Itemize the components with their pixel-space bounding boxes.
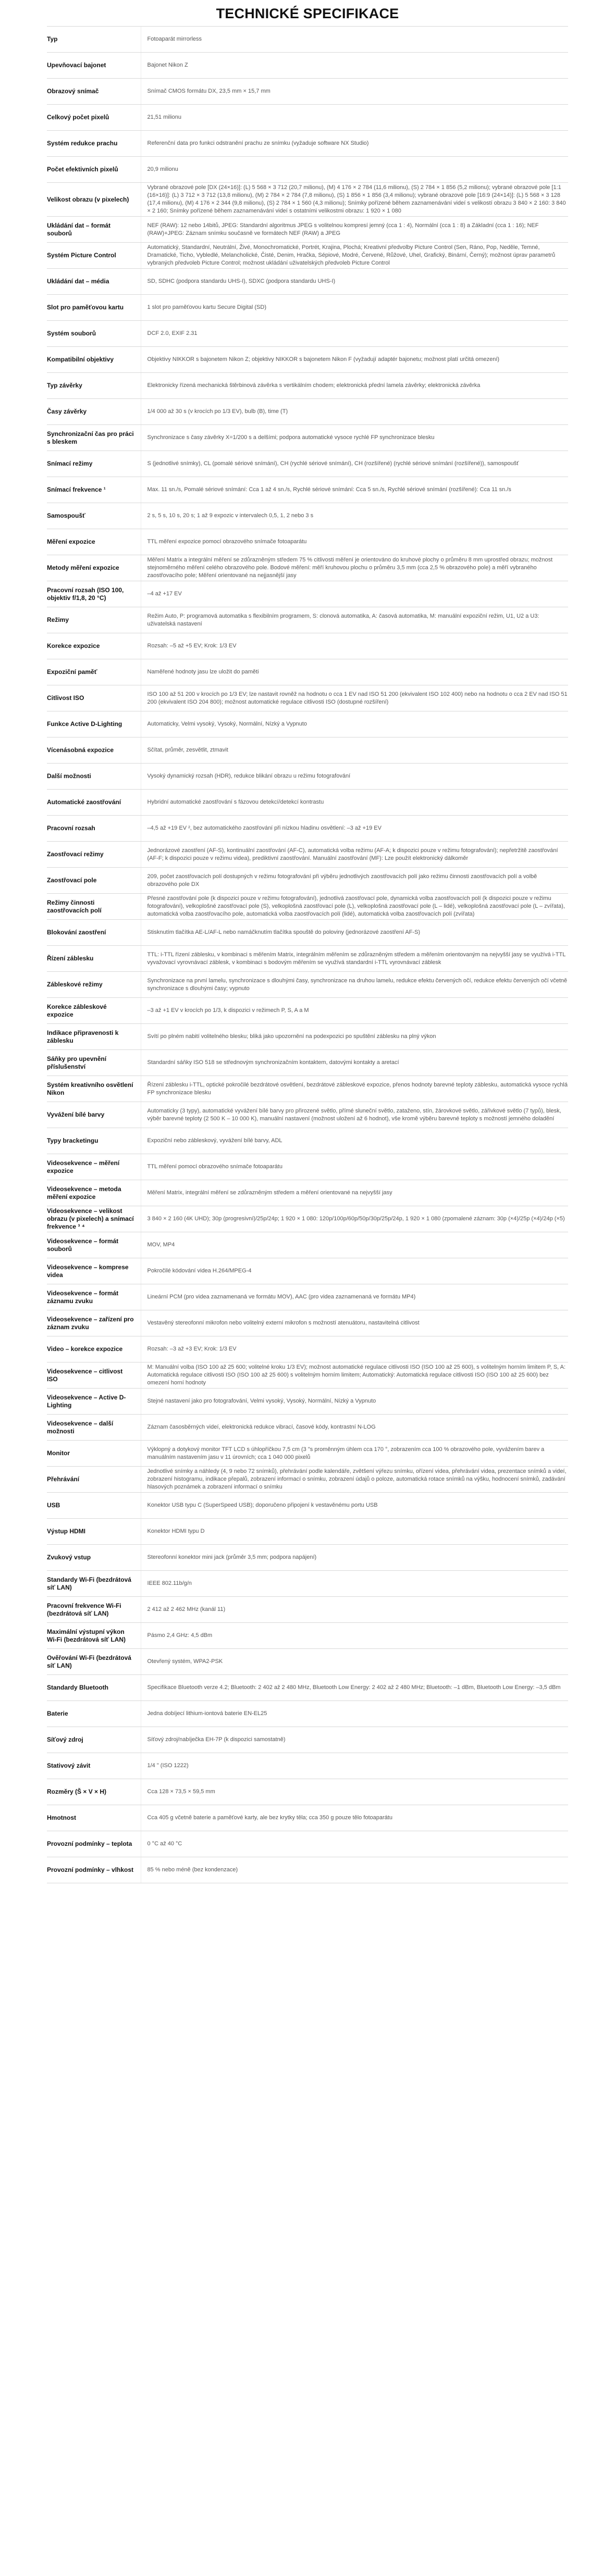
spec-row: [47, 1389, 568, 1415]
spec-value: Expoziční nebo zábleskový, vyvážení bílé barvy, ADL: [141, 1128, 568, 1154]
spec-value: DCF 2.0, EXIF 2.31: [141, 321, 568, 347]
spec-label: Snímací režimy: [47, 451, 141, 477]
spec-row: [47, 1545, 568, 1571]
spec-label: Systém souborů: [47, 321, 141, 347]
spec-value: Pásmo 2,4 GHz: 4,5 dBm: [141, 1623, 568, 1649]
spec-row: [47, 1831, 568, 1857]
spec-row: [47, 295, 568, 321]
spec-label: Velikost obrazu (v pixelech): [47, 183, 141, 217]
spec-label: Typ závěrky: [47, 373, 141, 399]
spec-value: Vybrané obrazové pole [DX (24×16)]: (L) 5 568 × 3 712 (20,7 milionu), (M) 4 176 × 2 784 (11,6 milionu), (S) 2 784 × 1 856 (5,2 milionu); vybrané obrazové pole [1:1 (16×16)]: (L) 3 712 × 3 712 (13,8 milionu), (M) 2 784 × 2 784 (7,8 milionu), (S) 1 856 × 1 856 (3,4 milionu); vybrané obrazové pole [16:9 (24×14)]: (L) 5 568 × 3 128 (17,4 milionu), (M) 4 176 × 2 344 (9,8 milionu), (S) 2 784 × 1 560 (4,3 milionu); Snímky pořízené během zaznamenávání videí s velikostí obrazu 3 840 × 2 160: 3 840 × 2 160; Snímky pořízené během zaznamenávání videí s ostatními velikostmi obrazu: 1 920 × 1 080: [141, 183, 568, 217]
spec-row: [47, 816, 568, 842]
spec-value: Hybridní automatické zaostřování s fázovou detekcí/detekcí kontrastu: [141, 790, 568, 816]
spec-label: Standardy Wi-Fi (bezdrátová síť LAN): [47, 1571, 141, 1597]
spec-row: [47, 1675, 568, 1701]
spec-row: [47, 131, 568, 157]
spec-row: [47, 868, 568, 894]
spec-label: Indikace připravenosti k záblesku: [47, 1024, 141, 1050]
spec-row: [47, 1050, 568, 1076]
spec-row: [47, 1284, 568, 1310]
spec-value: ISO 100 až 51 200 v krocích po 1/3 EV; lze nastavit rovněž na hodnotu o cca 1 EV nad ISO 51 200 (ekvivalent ISO 102 400) nebo na hodnotu o cca 2 EV nad ISO 51 200 (ekvivalent ISO 204 800); možnost automatické regulace citlivosti ISO (dostupné rozšíření): [141, 685, 568, 711]
spec-value: –4 až +17 EV: [141, 581, 568, 607]
spec-label: Režimy: [47, 607, 141, 633]
spec-value: MOV, MP4: [141, 1232, 568, 1258]
spec-value: Měření Matrix, integrální měření se zdůrazněným středem a měření orientované na nejvyšší jasy: [141, 1180, 568, 1206]
spec-value: –4,5 až +19 EV ², bez automatického zaostřování při nízkou hladinu osvětlení: –3 až +19 EV: [141, 816, 568, 842]
spec-label: Vícenásobná expozice: [47, 737, 141, 764]
spec-row: [47, 1154, 568, 1180]
spec-row: [47, 1571, 568, 1597]
spec-value: NEF (RAW): 12 nebo 14bitů, JPEG: Standardní algoritmus JPEG s volitelnou kompresí jemný (cca 1 : 4), Normální (cca 1 : 8) a Základní (cca 1 : 16); NEF (RAW)+JPEG: Záznam snímku současně ve formátech NEF (RAW) a JPEG: [141, 217, 568, 243]
spec-value: 85 % nebo méně (bez kondenzace): [141, 1857, 568, 1883]
spec-value: Pokročilé kódování videa H.264/MPEG-4: [141, 1258, 568, 1284]
spec-label: Videosekvence – komprese videa: [47, 1258, 141, 1284]
spec-value: Specifikace Bluetooth verze 4.2; Bluetooth: 2 402 až 2 480 MHz, Bluetooth Low Energy: 2 402 až 2 480 MHz; Bluetooth: –1 dBm, Bluetooth Low Energy: –3,5 dBm: [141, 1675, 568, 1701]
spec-value: 2 s, 5 s, 10 s, 20 s; 1 až 9 expozic v intervalech 0,5, 1, 2 nebo 3 s: [141, 503, 568, 529]
spec-label: Baterie: [47, 1701, 141, 1727]
spec-value: Výklopný a dotykový monitor TFT LCD s úhlopříčkou 7,5 cm (3 "s proměnným úhlem cca 170 °, zobrazením cca 100 % obrazového pole, vyvážením barev a manuálním nastavením jasu v 11 úrovních; cca 1 040 000 pixelů: [141, 1441, 568, 1467]
spec-label: USB: [47, 1493, 141, 1519]
spec-label: Obrazový snímač: [47, 79, 141, 105]
spec-row: [47, 1519, 568, 1545]
spec-row: [47, 27, 568, 53]
spec-row: [47, 1076, 568, 1102]
spec-label: Videosekvence – měření expozice: [47, 1154, 141, 1180]
spec-row: [47, 1701, 568, 1727]
spec-label: Rozměry (Š × V × H): [47, 1779, 141, 1805]
spec-row: [47, 1649, 568, 1675]
spec-label: Videosekvence – formát záznamu zvuku: [47, 1284, 141, 1310]
spec-row: [47, 105, 568, 131]
spec-row: [47, 972, 568, 998]
spec-label: Synchronizační čas pro práci s bleskem: [47, 425, 141, 451]
spec-label: Ukládání dat – formát souborů: [47, 217, 141, 243]
spec-row: [47, 711, 568, 737]
spec-value: Měření Matrix a integrální měření se zdůrazněným středem 75 % citlivosti měření je orientováno do kruhové plochy o průměru 8 mm uprostřed obrazu; možnost stejnoměrného měření celého obrazového pole. Bodové měření: měří kruhovou plochu o průměru 3,5 mm (cca 2,5 % obrazového pole) a měří vybraného zaostřovacího pole; Měření orientované na nejjasnější jasy: [141, 555, 568, 581]
spec-value: –3 až +1 EV v krocích po 1/3, k dispozici v režimech P, S, A a M: [141, 998, 568, 1024]
spec-row: [47, 373, 568, 399]
spec-label: Expoziční paměť: [47, 659, 141, 685]
spec-value: S (jednotlivé snímky), CL (pomalé sériové snímání), CH (rychlé sériové snímání), CH (rozšířené) (rychlé sériové snímání (rozšířené)), samospoušť: [141, 451, 568, 477]
spec-row: [47, 607, 568, 633]
spec-label: Videosekvence – citlivost ISO: [47, 1362, 141, 1389]
spec-row: [47, 946, 568, 972]
spec-value: Stisknutím tlačítka AE-L/AF-L nebo namáčknutím tlačítka spouště do poloviny (jednorázové zaostření AF-S): [141, 920, 568, 946]
spec-value: Synchronizace s časy závěrky X=1/200 s a delšími; podpora automatické vysoce rychlé FP synchronizace blesku: [141, 425, 568, 451]
spec-row: [47, 1467, 568, 1493]
spec-value: Stereofonní konektor mini jack (průměr 3,5 mm; podpora napájení): [141, 1545, 568, 1571]
spec-label: Přehrávání: [47, 1467, 141, 1493]
spec-label: Sáňky pro upevnění příslušenství: [47, 1050, 141, 1076]
spec-value: 3 840 × 2 160 (4K UHD); 30p (progresivní)/25p/24p; 1 920 × 1 080: 120p/100p/60p/50p/30p/25p/24p, 1 920 × 1 080 (zpomalené záznam: 30p (×4)/25p (×4)/24p (×5): [141, 1206, 568, 1232]
spec-value: 21,51 milionu: [141, 105, 568, 131]
spec-label: Video – korekce expozice: [47, 1336, 141, 1362]
spec-row: [47, 1362, 568, 1389]
spec-label: Další možnosti: [47, 764, 141, 790]
spec-row: [47, 79, 568, 105]
spec-label: Systém redukce prachu: [47, 131, 141, 157]
spec-value: Rozsah: –5 až +5 EV; Krok: 1/3 EV: [141, 633, 568, 659]
spec-value: 0 °C až 40 °C: [141, 1831, 568, 1857]
spec-label: Metody měření expozice: [47, 555, 141, 581]
spec-label: Standardy Bluetooth: [47, 1675, 141, 1701]
spec-label: Samospoušť: [47, 503, 141, 529]
spec-row: [47, 633, 568, 659]
spec-value: Referenční data pro funkci odstranění prachu ze snímku (vyžaduje software NX Studio): [141, 131, 568, 157]
spec-value: TTL měření expozice pomocí obrazového snímače fotoaparátu: [141, 529, 568, 555]
spec-label: Snímací frekvence ¹: [47, 477, 141, 503]
spec-row: [47, 1336, 568, 1362]
spec-row: [47, 243, 568, 269]
spec-label: Videosekvence – další možnosti: [47, 1415, 141, 1441]
spec-value: 1/4 000 až 30 s (v krocích po 1/3 EV), bulb (B), time (T): [141, 399, 568, 425]
spec-label: Videosekvence – formát souborů: [47, 1232, 141, 1258]
spec-row: [47, 1779, 568, 1805]
spec-row: [47, 1232, 568, 1258]
spec-value: Cca 128 × 73,5 × 59,5 mm: [141, 1779, 568, 1805]
spec-value: Sčítat, průměr, zesvětlit, ztmavit: [141, 737, 568, 764]
spec-value: Standardní sáňky ISO 518 se střednovým synchronizačním kontaktem, datovými kontakty a aretací: [141, 1050, 568, 1076]
spec-row: [47, 1493, 568, 1519]
spec-row: [47, 920, 568, 946]
spec-value: Jednorázové zaostření (AF-S), kontinuální zaostřování (AF-C), automatická volba režimu (AF-A; k dispozici pouze v režimu fotografování); nepřetržitě zaostřování (AF-F; k dispozici pouze v režimu videa), prediktivní zaostřování. Manuální zaostřování (MF): Lze použít elektronický dálkoměr: [141, 842, 568, 868]
spec-label: Videosekvence – Active D-Lighting: [47, 1389, 141, 1415]
spec-value: Vestavěný stereofonní mikrofon nebo volitelný externí mikrofon s možností atenuátoru, nastavitelná citlivost: [141, 1310, 568, 1336]
spec-value: Režim Auto, P: programová automatika s flexibilním programem, S: clonová automatika, A: časová automatika, M: manuální expoziční režim, U1, U2 a U3: uživatelská nastavení: [141, 607, 568, 633]
spec-label: Počet efektivních pixelů: [47, 157, 141, 183]
spec-value: Rozsah: –3 až +3 EV; Krok: 1/3 EV: [141, 1336, 568, 1362]
spec-value: IEEE 802.11b/g/n: [141, 1571, 568, 1597]
spec-row: [47, 581, 568, 607]
spec-label: Režimy činnosti zaostřovacích polí: [47, 894, 141, 920]
spec-row: [47, 529, 568, 555]
spec-row: [47, 1024, 568, 1050]
spec-row: [47, 53, 568, 79]
spec-row: [47, 347, 568, 373]
spec-value: Řízení záblesku i-TTL, optické pokročilé bezdrátové osvětlení, bezdrátové zábleskové expozice, přenos hodnoty barevné teploty záblesku, automatická vysoce rychlá FP synchronizace blesku: [141, 1076, 568, 1102]
spec-row: [47, 998, 568, 1024]
spec-label: Systém Picture Control: [47, 243, 141, 269]
spec-table: [47, 26, 568, 1883]
spec-value: Jednotlivé snímky a náhledy (4, 9 nebo 72 snímků), přehrávání podle kalendáře, zvětšení výřezu snímku, ořízení videa, přehrávání videa, prezentace snímků a videí, zobrazení histogramu, indikace přepalů, zobrazení informací o snímku, zobrazení údajů o poloze, automatická rotace snímků na výšku, hodnocení snímků, zadávání hlasových poznámek a zobrazení informací o snímku: [141, 1467, 568, 1493]
spec-label: Citlivost ISO: [47, 685, 141, 711]
spec-value: Konektor HDMI typu D: [141, 1519, 568, 1545]
spec-row: [47, 157, 568, 183]
spec-value: Objektivy NIKKOR s bajonetem Nikon Z; objektivy NIKKOR s bajonetem Nikon F (vyžadují adaptér bajonetu; možnost platí určitá omezení): [141, 347, 568, 373]
spec-row: [47, 790, 568, 816]
spec-label: Hmotnost: [47, 1805, 141, 1831]
spec-label: Zaostřovací pole: [47, 868, 141, 894]
spec-label: Videosekvence – velikost obrazu (v pixelech) a snímací frekvence ³ ⁴: [47, 1206, 141, 1232]
spec-row: [47, 1857, 568, 1883]
spec-label: Korekce zábleskové expozice: [47, 998, 141, 1024]
spec-row: [47, 1180, 568, 1206]
spec-value: Otevřený systém, WPA2-PSK: [141, 1649, 568, 1675]
spec-label: Ukládání dat – média: [47, 269, 141, 295]
spec-label: Pracovní rozsah: [47, 816, 141, 842]
spec-label: Pracovní frekvence Wi-Fi (bezdrátová síť LAN): [47, 1597, 141, 1623]
spec-value: Svítí po plném nabití volitelného blesku; bliká jako upozornění na podexpozici po spuštění záblesku na plný výkon: [141, 1024, 568, 1050]
spec-row: [47, 764, 568, 790]
spec-label: Síťový zdroj: [47, 1727, 141, 1753]
spec-value: 1 slot pro paměťovou kartu Secure Digital (SD): [141, 295, 568, 321]
spec-row: [47, 183, 568, 217]
spec-row: [47, 842, 568, 868]
spec-value: Jedna dobíjecí lithium-iontová baterie EN-EL25: [141, 1701, 568, 1727]
spec-label: Vyvážení bílé barvy: [47, 1102, 141, 1128]
spec-value: Lineární PCM (pro videa zaznamenaná ve formátu MOV), AAC (pro videa zaznamenaná ve formátu MP4): [141, 1284, 568, 1310]
spec-row: [47, 1597, 568, 1623]
spec-label: Maximální výstupní výkon Wi-Fi (bezdrátová síť LAN): [47, 1623, 141, 1649]
spec-value: Snímač CMOS formátu DX, 23,5 mm × 15,7 mm: [141, 79, 568, 105]
spec-value: 2 412 až 2 462 MHz (kanál 11): [141, 1597, 568, 1623]
spec-label: Celkový počet pixelů: [47, 105, 141, 131]
spec-row: [47, 399, 568, 425]
spec-label: Blokování zaostření: [47, 920, 141, 946]
spec-value: Automaticky, Velmi vysoký, Vysoký, Normální, Nízký a Vypnuto: [141, 711, 568, 737]
spec-value: Synchronizace na první lamelu, synchronizace s dlouhými časy, synchronizace na druhou lamelu, redukce efektu červených očí, redukce efektu červených očí včetně synchronizace s dlouhými časy; vypnuto: [141, 972, 568, 998]
page-title: TECHNICKÉ SPECIFIKACE: [216, 6, 399, 21]
spec-row: [47, 1805, 568, 1831]
spec-value: 209, počet zaostřovacích polí dostupných v režimu fotografování při výběru jednotlivých zaostřovacích polí jako režimu činnosti zaostřovacích polí a volbě obrazového pole DX: [141, 868, 568, 894]
spec-label: Provozní podmínky – teplota: [47, 1831, 141, 1857]
spec-row: [47, 1206, 568, 1232]
spec-value: 20,9 milionu: [141, 157, 568, 183]
spec-label: Slot pro paměťovou kartu: [47, 295, 141, 321]
spec-label: Provozní podmínky – vlhkost: [47, 1857, 141, 1883]
spec-label: Časy závěrky: [47, 399, 141, 425]
spec-label: Kompatibilní objektivy: [47, 347, 141, 373]
spec-row: [47, 1623, 568, 1649]
spec-row: [47, 659, 568, 685]
spec-value: Automatický, Standardní, Neutrální, Živé, Monochromatické, Portrét, Krajina, Plochá; Kreativní předvolby Picture Control (Sen, Ráno, Pop, Neděle, Temné, Dramatické, Ticho, Vybledlé, Melancholické, Čisté, Denim, Hračka, Sépiové, Modré, Červené, Růžové, Uhel, Grafický, Binární, Černý); možnost úprav parametrů vybraných předvoleb Picture Control; možnost ukládání uživatelských předvoleb Picture Control: [141, 243, 568, 269]
spec-row: [47, 1102, 568, 1128]
spec-row: [47, 1310, 568, 1336]
spec-row: [47, 503, 568, 529]
spec-row: [47, 321, 568, 347]
spec-label: Zaostřovací režimy: [47, 842, 141, 868]
spec-label: Monitor: [47, 1441, 141, 1467]
spec-value: Fotoaparát mirrorless: [141, 27, 568, 53]
spec-value: Bajonet Nikon Z: [141, 53, 568, 79]
spec-value: 1/4 " (ISO 1222): [141, 1753, 568, 1779]
spec-row: [47, 894, 568, 920]
spec-value: TTL měření pomocí obrazového snímače fotoaparátu: [141, 1154, 568, 1180]
spec-row: [47, 1258, 568, 1284]
spec-label: Pracovní rozsah (ISO 100, objektiv f/1,8, 20 °C): [47, 581, 141, 607]
spec-value: Automaticky (3 typy), automatické vyvážení bílé barvy pro přirozené světlo, přímé sluneční světlo, zataženo, stín, žárovkové světlo, zářivkové světlo (7 typů), blesk, výběr barevné teploty (2 500 K – 10 000 K), manuální nastavení (možnost uložení až 6 hodnot), vše kromě výběru barevné teploty s možností jemného doladění: [141, 1102, 568, 1128]
spec-label: Ověřování Wi-Fi (bezdrátová síť LAN): [47, 1649, 141, 1675]
spec-row: [47, 555, 568, 581]
spec-row: [47, 451, 568, 477]
spec-label: Upevňovací bajonet: [47, 53, 141, 79]
spec-value: Síťový zdroj/nabíječka EH-7P (k dispozici samostatně): [141, 1727, 568, 1753]
spec-label: Typy bracketingu: [47, 1128, 141, 1154]
spec-value: M: Manuální volba (ISO 100 až 25 600; volitelné kroku 1/3 EV); možnost automatické regulace citlivosti ISO (ISO 100 až 25 600), s volitelným horním limitem P, S, A: Automatická regulace citlivosti ISO (ISO 100 až 25 600) s volitelným horním limitem; Automatický: Automatická regulace citlivosti ISO (ISO 100 až 25 600) bez omezení horní hodnoty: [141, 1362, 568, 1389]
spec-label: Automatické zaostřování: [47, 790, 141, 816]
spec-table-body: [47, 27, 568, 1883]
spec-value: Elektronicky řízená mechanická štěrbinová závěrka s vertikálním chodem; elektronická přední lamela závěrky; elektronická závěrka: [141, 373, 568, 399]
spec-row: [47, 1128, 568, 1154]
spec-value: TTL: i-TTL řízení záblesku, v kombinaci s měřením Matrix, integrálním měřením se zdůrazněným středem a měřením orientovaným na nejvyšší jasy se využívá i-TTL vyvažovací vyrovnávací záblesk, v kombinaci s bodovým měřením se využívá standardní i-TTL vyrovnávací záblesk: [141, 946, 568, 972]
spec-row: [47, 685, 568, 711]
spec-value: Max. 11 sn./s, Pomalé sériové snímání: Cca 1 až 4 sn./s, Rychlé sériové snímání: Cca 5 sn./s, Rychlé sériové snímání (rozšířené): Cca 11 sn./s: [141, 477, 568, 503]
spec-label: Videosekvence – metoda měření expozice: [47, 1180, 141, 1206]
spec-value: SD, SDHC (podpora standardu UHS-I), SDXC (podpora standardu UHS-I): [141, 269, 568, 295]
spec-value: Vysoký dynamický rozsah (HDR), redukce blikání obrazu u režimu fotografování: [141, 764, 568, 790]
spec-value: Naměřené hodnoty jasu lze uložit do paměti: [141, 659, 568, 685]
spec-value: Přesné zaostřování pole (k dispozici pouze v režimu fotografování), jednotlivá zaostřovací pole, dynamická volba zaostřovacích polí (k dispozici pouze v režimu fotografování), velkoplošné zaostřovací pole (S), velkoplošná zaostřovací pole (L), velkoplošná zaostřovací pole (L – lidé), velkoplošná zaostřovací pole (L – zvířata), automatická volba zaostřovacího pole, automatická volba zaostřovacích polí (lidé), automatická volba zaostřovacích polí (zvířata): [141, 894, 568, 920]
spec-label: Funkce Active D-Lighting: [47, 711, 141, 737]
spec-label: Stativový závit: [47, 1753, 141, 1779]
spec-value: Cca 405 g včetně baterie a paměťové karty, ale bez krytky těla; cca 350 g pouze tělo fotoaparátu: [141, 1805, 568, 1831]
spec-row: [47, 425, 568, 451]
spec-label: Měření expozice: [47, 529, 141, 555]
spec-row: [47, 217, 568, 243]
spec-label: Systém kreativního osvětlení Nikon: [47, 1076, 141, 1102]
spec-label: Zvukový vstup: [47, 1545, 141, 1571]
spec-label: Zábleskové režimy: [47, 972, 141, 998]
spec-row: [47, 1415, 568, 1441]
spec-row: [47, 269, 568, 295]
spec-label: Řízení záblesku: [47, 946, 141, 972]
spec-label: Korekce expozice: [47, 633, 141, 659]
spec-label: Videosekvence – zařízení pro záznam zvuku: [47, 1310, 141, 1336]
spec-value: Záznam časosběrných videí, elektronická redukce vibrací, časové kódy, kontrastní N-LOG: [141, 1415, 568, 1441]
spec-row: [47, 1727, 568, 1753]
spec-value: Konektor USB typu C (SuperSpeed USB); doporučeno připojení k vestavěnému portu USB: [141, 1493, 568, 1519]
spec-value: Stejné nastavení jako pro fotografování, Velmi vysoký, Vysoký, Normální, Nízký a Vypnuto: [141, 1389, 568, 1415]
spec-row: [47, 1753, 568, 1779]
spec-row: [47, 477, 568, 503]
spec-row: [47, 737, 568, 764]
spec-row: [47, 1441, 568, 1467]
spec-label: Typ: [47, 27, 141, 53]
spec-label: Výstup HDMI: [47, 1519, 141, 1545]
